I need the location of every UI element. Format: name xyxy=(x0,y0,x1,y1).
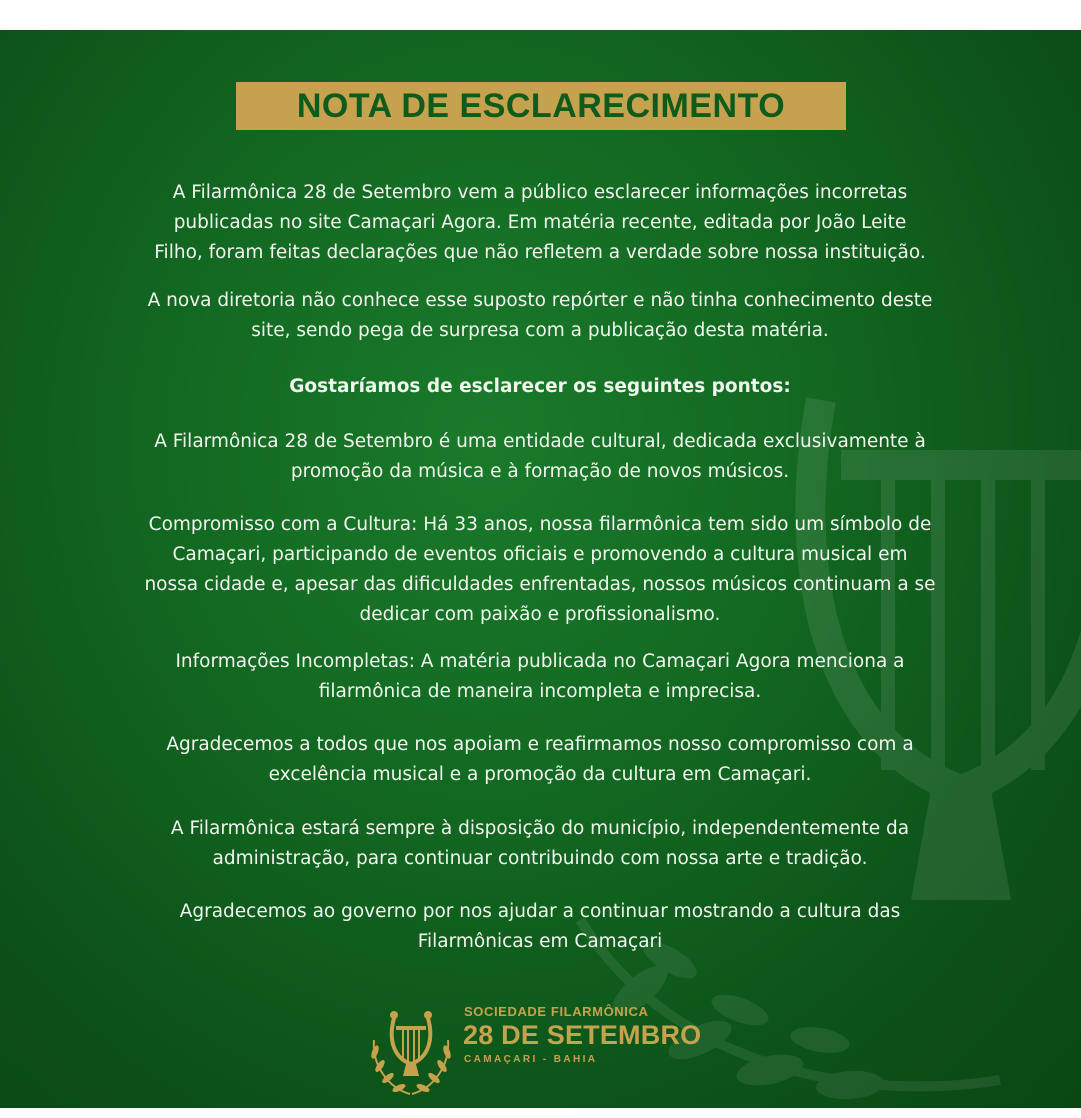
text-line: A Filarmônica estará sempre à disposição do município, independentemente da xyxy=(170,818,910,839)
text-line: Informações Incompletas: A matéria publicada no Camaçari Agora menciona a xyxy=(175,651,905,672)
text-line: A Filarmônica 28 de Setembro vem a público esclarecer informações incorretas xyxy=(172,182,908,203)
text-line: Filarmônicas em Camaçari xyxy=(417,931,663,952)
page-title: NOTA DE ESCLARECIMENTO xyxy=(296,86,786,125)
text-line: dedicar com paixão e profissionalismo. xyxy=(359,604,721,625)
text-line: Agradecemos a todos que nos apoiam e reafirmamos nosso compromisso com a xyxy=(166,734,914,755)
paragraph-new-board xyxy=(40,286,1040,346)
text-line: Compromisso com a Cultura: Há 33 anos, nossa filarmônica tem sido um símbolo de xyxy=(148,514,932,535)
paragraph-thanks-supporters xyxy=(40,730,1040,790)
text-line: Camaçari, participando de eventos oficiais e promovendo a cultura musical em xyxy=(172,544,908,565)
text-line: promoção da música e à formação de novos músicos. xyxy=(290,461,790,482)
organization-logo xyxy=(366,1000,726,1100)
paragraph-thanks-government xyxy=(40,897,1040,957)
text-line: A Filarmônica 28 de Setembro é uma entidade cultural, dedicada exclusivamente à xyxy=(154,431,926,452)
text-line: Gostaríamos de esclarecer os seguintes pontos: xyxy=(289,376,791,397)
paragraph-availability xyxy=(40,814,1040,874)
text-line: site, sendo pega de surpresa com a publicação desta matéria. xyxy=(251,320,829,341)
paragraph-intro xyxy=(40,178,1040,268)
text-line: Filho, foram feitas declarações que não refletem a verdade sobre nossa instituição. xyxy=(154,242,926,263)
notice-card xyxy=(0,30,1081,1108)
text-line: publicadas no site Camaçari Agora. Em matéria recente, editada por João Leite xyxy=(173,212,907,233)
text-line: A nova diretoria não conhece esse suposto repórter e não tinha conhecimento deste xyxy=(147,290,933,311)
title-banner xyxy=(236,82,846,130)
text-line: nossa cidade e, apesar das dificuldades enfrentadas, nossos músicos continuam a se xyxy=(144,574,936,595)
paragraph-points-heading xyxy=(40,372,1040,402)
lyre-laurel-icon xyxy=(366,1000,456,1100)
paragraph-cultural-entity xyxy=(40,427,1040,487)
text-line: administração, para continuar contribuindo com nossa arte e tradição. xyxy=(212,848,868,869)
text-line: filarmônica de maneira incompleta e imprecisa. xyxy=(318,681,762,702)
paragraph-incomplete-info xyxy=(40,647,1040,707)
logo-society-label: SOCIEDADE FILARMÔNICA xyxy=(464,1004,649,1019)
text-line: excelência musical e a promoção da cultura em Camaçari. xyxy=(268,764,812,785)
text-line: Agradecemos ao governo por nos ajudar a continuar mostrando a cultura das xyxy=(179,901,901,922)
paragraph-commitment-culture xyxy=(40,510,1040,630)
logo-location: CAMAÇARI - BAHIA xyxy=(464,1054,598,1065)
logo-name: 28 DE SETEMBRO xyxy=(463,1020,702,1050)
